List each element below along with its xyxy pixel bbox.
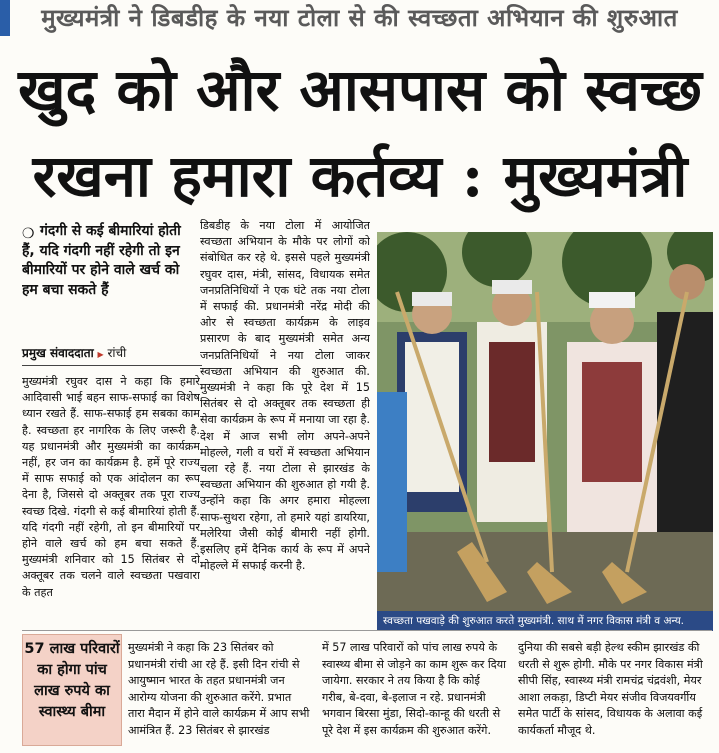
article-column-2: डिबडीह के नया टोला में आयोजित स्वच्छता अभियान के मौके पर लोगों को संबोधित कर रहे थे. इससे पहले मुख्यमंत्री रघुवर दास, मंत्री, सांसद, विधायक समेत जनप्रतिनिधियों ने एक घंटे तक नया टोला में सफाई की. प्रधानमंत्री नरेंद्र मोदी की ओर से स्वच्छता कार्यक्रम के लाइव प्रसारण के बाद मुख्यमंत्री समेत अन्य जनप्रतिनिधियों ने नया टोला जाकर स्वच्छता अभियान की शुरुआत की. मुख्यमंत्री ने कहा कि पूरे देश में 15 सितंबर से दो अक्तूबर तक स्वच्छता ही सेवा कार्यक्रम के रूप में मनाया जा रहा है. देश में आज सभी लोग अपने-अपने मोहल्ले, गली व घरों में स्वच्छता अभियान चला रहे हैं. नया टोला से झारखंड के स्वच्छता अभियान की शुरुआत हो गयी है. उन्होंने कहा कि अगर हमारा मोहल्ला साफ-सुथरा रहेगा, तो हमारे यहां डायरिया, मलेरिया जैसी कोई बीमारी नहीं होगी. इसलिए हमें दैनिक कार्य के रूप में अपने मोहल्ले में सफाई करनी है. bbox=[200, 219, 370, 573]
bottom-column-3: दुनिया की सबसे बड़ी हेल्थ स्कीम झारखंड की धरती से शुरू होगी. मौके पर नगर विकास मंत्री सीपी सिंह, स्वास्थ्य मंत्री रामचंद्र चंद्रवंशी, मेयर आशा लकड़ा, डिप्टी मेयर संजीव विजयवर्गीय समेत पार्टी के सांसद, विधायक के अलावा कई कार्यकर्ता मौजूद थे. bbox=[518, 641, 703, 737]
byline-author: प्रमुख संवाददाता bbox=[22, 346, 94, 360]
byline-arrow-icon: ▶ bbox=[97, 350, 104, 359]
bottom-column-1: मुख्यमंत्री ने कहा कि 23 सितंबर को प्रधानमंत्री रांची आ रहे हैं. इसी दिन रांची से आयुष्मान भारत के तहत प्रधानमंत्री जन आरोग्य योजना की शुरुआत करेंगे. प्रभात तारा मैदान में होने वाले कार्यक्रम में आप सभी आमंत्रित हैं. 23 सितंबर से झारखंड bbox=[128, 641, 310, 737]
kicker-headline: मुख्यमंत्री ने डिबडीह के नया टोला से की स्वच्छता अभियान की शुरुआत bbox=[41, 4, 678, 32]
article-column-1: मुख्यमंत्री रघुवर दास ने कहा कि हमारे आदिवासी भाई बहन साफ-सफाई का विशेष ध्यान रखते हैं. साफ-सफाई हम सबका काम है. स्वच्छता हर नागरिक के लिए जरूरी है. यह प्रधानमंत्री और मुख्यमंत्री का कार्यक्रम नहीं, हर जन का कार्यक्रम है. हमें पूरे राज्य में साफ सफाई को एक आंदोलन का रूप देना है, जिससे दो अक्तूबर तक पूरा राज्य स्वच्छ दिखे. गंदगी से कई बीमारियां होती हैं. यदि गंदगी नहीं रहेगी, तो इन बीमारियों पर होने वाले खर्च को हम बचा सकते हैं. मुख्यमंत्री शनिवार को 15 सितंबर से दो अक्तूबर तक चलने वाले स्वच्छता पखवारा के तहत bbox=[22, 375, 200, 599]
photo-illustration bbox=[377, 232, 713, 612]
photo-caption: स्वच्छता पखवाड़े की शुरुआत करते मुख्यमंत्री. साथ में नगर विकास मंत्री व अन्य. bbox=[377, 611, 713, 631]
pull-quote-text: गंदगी से कई बीमारियां होती हैं, यदि गंदगी नहीं रहेगी तो इन बीमारियों पर होने वाले खर्च को हम बचा सकते हैं bbox=[22, 223, 181, 298]
headline-line-2: रखना हमारा कर्तव्य : मुख्यमंत्री bbox=[32, 142, 688, 210]
section-divider bbox=[22, 630, 712, 631]
news-photo bbox=[377, 232, 713, 612]
pull-quote bbox=[22, 222, 197, 334]
byline bbox=[22, 343, 202, 366]
headline-line-1: खुद को और आसपास को स्वच्छ bbox=[18, 56, 702, 124]
bottom-column-2: में 57 लाख परिवारों को पांच लाख रुपये के स्वास्थ्य बीमा से जोड़ने का काम शुरू कर दिया जायेगा. सरकार ने तय किया है कि कोई गरीब, बे-दवा, बे-इलाज न रहे. प्रधानमंत्री भगवान बिरसा मुंडा, सिदो-कान्हू की धरती से पूरे देश में इस कार्यक्रम की शुरुआत करेंगे. bbox=[322, 641, 507, 737]
highlight-box: 57 लाख परिवारों का होगा पांच लाख रुपये का स्वास्थ्य बीमा bbox=[22, 634, 122, 746]
byline-place: रांची bbox=[107, 346, 127, 360]
bullet-icon: ❍ bbox=[22, 226, 35, 242]
